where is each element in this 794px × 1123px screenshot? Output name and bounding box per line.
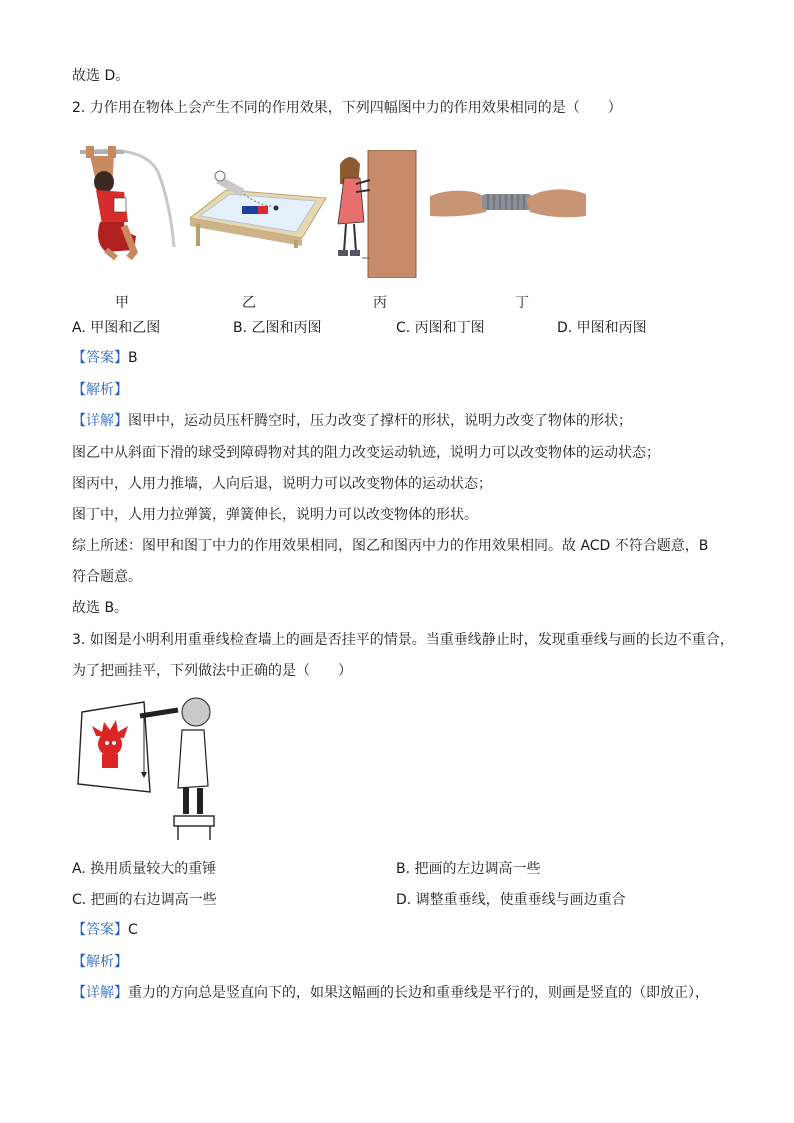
detail-text: 图甲中，运动员压杆腾空时，压力改变了撑杆的形状，说明力改变了物体的形状；	[128, 413, 632, 429]
q2-detail-line-6: 符合题意。	[72, 569, 142, 585]
q2-detail-line-4: 图丁中，人用力拉弹簧，弹簧伸长，说明力可以改变物体的形状。	[72, 507, 478, 523]
q2-analysis-tag: 【解析】	[72, 382, 128, 398]
q2-conclusion: 故选 B。	[72, 600, 129, 616]
caption-bing: 丙	[373, 295, 387, 311]
caption-jia: 甲	[115, 295, 129, 311]
q3-stem-line-1: 3. 如图是小明利用重垂线检查墙上的画是否挂平的情景。当重垂线静止时，发现重垂线与画的长边不重合，	[72, 632, 734, 648]
answer-value: C	[128, 922, 138, 938]
figure-plumb-line-painting	[74, 696, 222, 842]
detail-tag: 【详解】	[72, 413, 128, 429]
figure-jia-pole-vaulter	[74, 142, 180, 262]
q2-answer	[72, 348, 138, 368]
detail-text: 重力的方向总是竖直向下的，如果这幅画的长边和重垂线是平行的，则画是竖直的（即放正），	[128, 985, 709, 1001]
q2-stem: 2. 力作用在物体上会产生不同的作用效果，下列四幅图中力的作用效果相同的是（ ）	[72, 100, 622, 116]
figure-ding-stretch-spring	[430, 182, 586, 224]
q2-option-d: D. 甲图和丙图	[557, 320, 647, 336]
q2-detail-line-3: 图丙中，人用力推墙，人向后退，说明力可以改变物体的运动状态；	[72, 476, 492, 492]
caption-ding: 丁	[515, 295, 529, 311]
q2-option-c: C. 丙图和丁图	[396, 320, 485, 336]
detail-tag: 【详解】	[72, 985, 128, 1001]
q3-option-a: A. 换用质量较大的重锤	[72, 861, 217, 877]
figure-bing-push-wall	[334, 150, 418, 278]
figure-yi-ball-incline	[184, 166, 330, 248]
q2-detail-line-5: 综上所述：图甲和图丁中力的作用效果相同，图乙和图丙中力的作用效果相同。故 ACD 不符合题意，B	[72, 538, 709, 554]
answer-value: B	[128, 350, 138, 366]
q2-option-a: A. 甲图和乙图	[72, 320, 161, 336]
answer-tag: 【答案】	[72, 922, 128, 938]
q2-detail-line-1	[72, 411, 632, 431]
q3-detail	[72, 983, 709, 1003]
q2-detail-line-2: 图乙中从斜面下滑的球受到障碍物对其的阻力改变运动轨迹，说明力可以改变物体的运动状态；	[72, 445, 660, 461]
q3-option-d: D. 调整重垂线，使重垂线与画边重合	[396, 892, 626, 908]
q3-analysis-tag: 【解析】	[72, 954, 128, 970]
q3-answer	[72, 920, 138, 940]
q2-option-b: B. 乙图和丙图	[233, 320, 322, 336]
prev-conclusion: 故选 D。	[72, 68, 130, 84]
q3-option-b: B. 把画的左边调高一些	[396, 861, 541, 877]
q3-option-c: C. 把画的右边调高一些	[72, 892, 217, 908]
answer-tag: 【答案】	[72, 350, 128, 366]
caption-yi: 乙	[242, 295, 256, 311]
q3-stem-line-2: 为了把画挂平，下列做法中正确的是（ ）	[72, 663, 352, 679]
